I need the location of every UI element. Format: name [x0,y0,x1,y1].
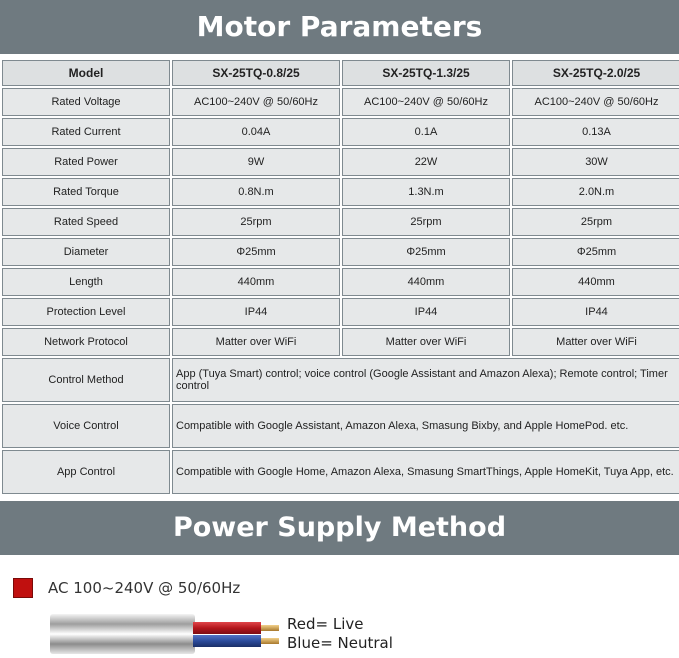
row-label: App Control [2,450,170,494]
row-value: 30W [512,148,679,176]
row-label: Rated Power [2,148,170,176]
row-value: Φ25mm [172,238,340,266]
table-row [2,208,679,236]
row-value: 25rpm [172,208,340,236]
row-value: 440mm [172,268,340,296]
header-cell: SX-25TQ-0.8/25 [172,60,340,86]
row-value: 22W [342,148,510,176]
table-row [2,298,679,326]
row-value: 9W [172,148,340,176]
table-row [2,118,679,146]
row-value: 0.04A [172,118,340,146]
row-label: Rated Voltage [2,88,170,116]
row-value: IP44 [342,298,510,326]
header-cell: SX-25TQ-2.0/25 [512,60,679,86]
row-value: IP44 [172,298,340,326]
row-value: 2.0N.m [512,178,679,206]
row-value: Matter over WiFi [342,328,510,356]
table-header-row [2,60,679,86]
row-value: 440mm [342,268,510,296]
row-label: Length [2,268,170,296]
row-label: Control Method [2,358,170,402]
wire-legend [287,615,393,653]
row-value: 0.13A [512,118,679,146]
row-label: Rated Torque [2,178,170,206]
row-label: Protection Level [2,298,170,326]
row-label: Rated Current [2,118,170,146]
table-row [2,328,679,356]
table-row [2,450,679,494]
power-supply-title: Power Supply Method [0,501,679,555]
row-value: IP44 [512,298,679,326]
power-cable-icon [50,612,284,658]
table-row [2,178,679,206]
row-value: AC100~240V @ 50/60Hz [172,88,340,116]
row-value: 0.1A [342,118,510,146]
row-value: 0.8N.m [172,178,340,206]
motor-parameters-title: Motor Parameters [0,0,679,54]
table-row [2,404,679,448]
row-label: Rated Speed [2,208,170,236]
table-row [2,268,679,296]
row-value: App (Tuya Smart) control; voice control (Google Assistant and Amazon Alexa); Remote control; Timer control [172,358,679,402]
blue-wire [193,635,261,647]
row-label: Diameter [2,238,170,266]
power-spec [13,577,240,599]
header-cell: SX-25TQ-1.3/25 [342,60,510,86]
power-spec-text: AC 100~240V @ 50/60Hz [48,579,241,597]
red-wire-conductor [261,625,279,631]
row-value: 1.3N.m [342,178,510,206]
row-value: Compatible with Google Assistant, Amazon Alexa, Smasung Bixby, and Apple HomePod. etc. [172,404,679,448]
row-value: 440mm [512,268,679,296]
row-label: Network Protocol [2,328,170,356]
row-value: 25rpm [512,208,679,236]
row-value: Compatible with Google Home, Amazon Alexa, Smasung SmartThings, Apple HomeKit, Tuya App, etc. [172,450,679,494]
red-square-icon [13,578,33,598]
table-row [2,148,679,176]
row-value: AC100~240V @ 50/60Hz [512,88,679,116]
row-value: Φ25mm [512,238,679,266]
row-value: Matter over WiFi [512,328,679,356]
row-value: Matter over WiFi [172,328,340,356]
blue-wire-label: Blue= Neutral [287,634,393,652]
header-cell: Model [2,60,170,86]
table-row [2,238,679,266]
red-wire [193,622,261,634]
blue-wire-conductor [261,638,279,644]
row-value: Φ25mm [342,238,510,266]
row-label: Voice Control [2,404,170,448]
motor-parameters-table [0,58,679,496]
table-row [2,358,679,402]
red-wire-label: Red= Live [287,615,364,633]
table-row [2,88,679,116]
row-value: AC100~240V @ 50/60Hz [342,88,510,116]
cable-sheath [50,614,195,654]
row-value: 25rpm [342,208,510,236]
